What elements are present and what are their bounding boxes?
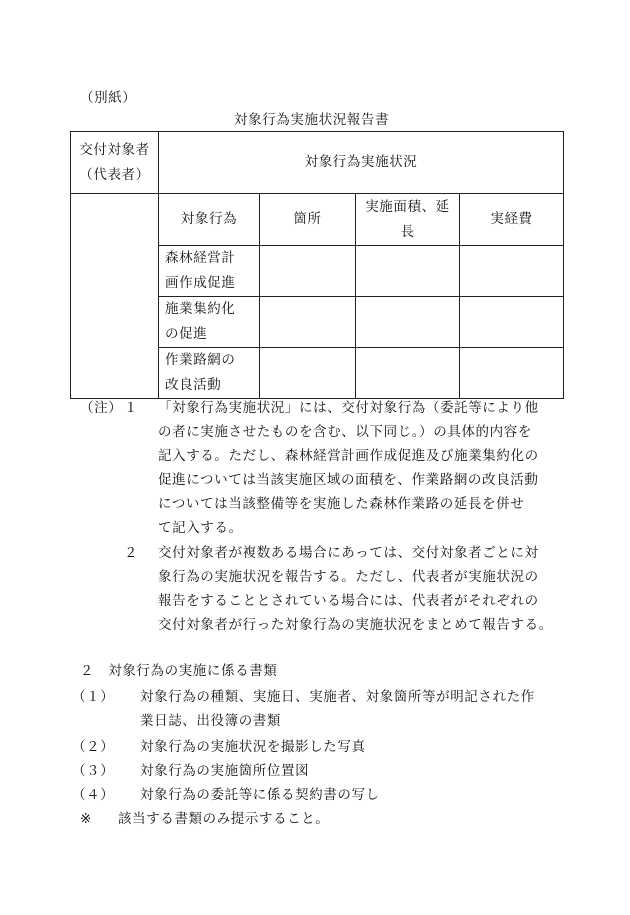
column-header-area-line1: 実施面積、延: [365, 198, 450, 215]
row-act-line2: 画作成促進: [165, 275, 236, 291]
section2-item-line: 対象行為の実施状況を撮影した写真: [140, 739, 366, 755]
section2-item-number: （２）: [72, 739, 115, 755]
row-act-cell: [159, 348, 260, 399]
row-act-line2: 改良活動: [165, 377, 222, 393]
report-table: [70, 131, 564, 399]
row-area-cell: [356, 348, 460, 399]
section2-heading: ２ 対象行為の実施に係る書類: [80, 663, 278, 679]
recipient-value-cell: [71, 194, 159, 399]
note2-line: 報告をすることとされている場合には、代表者がそれぞれの: [158, 593, 539, 609]
note1-line: については当該整備等を実施した森林作業路の延長を併せ: [158, 496, 525, 512]
section2-item-number: （１）: [72, 689, 115, 705]
row-act-line1: 森林経営計: [165, 250, 236, 266]
document-title: 対象行為実施状況報告書: [234, 112, 390, 128]
table-subheader-row: [71, 194, 564, 246]
column-header-place: 箇所: [260, 194, 356, 246]
section2-item-number: （４）: [72, 787, 115, 803]
row-act-line2: の促進: [165, 326, 208, 342]
note1-line: 「対象行為実施状況」には、交付対象行為（委託等により他: [158, 400, 539, 416]
row-area-cell: [356, 246, 460, 297]
note1-line: て記入する。: [158, 520, 243, 536]
column-header-area-line2: 長: [400, 223, 415, 240]
note2-line: 交付対象者が行った対象行為の実施状況をまとめて報告する。: [158, 617, 553, 633]
note1-line: 促進については当該実施区域の面積を、作業路網の改良活動: [158, 472, 539, 488]
row-act-line1: 施業集約化: [165, 301, 236, 317]
row-area-cell: [356, 297, 460, 348]
recipient-header-cell: [71, 132, 159, 194]
row-cost-cell: [460, 246, 564, 297]
column-header-area: [356, 194, 460, 246]
row-place-cell: [260, 246, 356, 297]
row-place-cell: [260, 297, 356, 348]
remark-mark: ※: [80, 811, 92, 827]
column-header-cost: 実経費: [460, 194, 564, 246]
note2-line: 象行為の実施状況を報告する。ただし、代表者が実施状況の: [158, 569, 539, 585]
note1-number: １: [124, 400, 139, 416]
row-place-cell: [260, 348, 356, 399]
row-act-cell: [159, 246, 260, 297]
notes-prefix: （注）: [80, 400, 123, 416]
recipient-header-line2: （代表者）: [79, 166, 150, 183]
section2-item-line: 対象行為の実施箇所位置図: [140, 763, 310, 779]
row-act-line1: 作業路網の: [165, 352, 236, 368]
row-cost-cell: [460, 297, 564, 348]
row-cost-cell: [460, 348, 564, 399]
remark-text: 該当する書類のみ提示すること。: [118, 811, 330, 827]
section2-item-line: 対象行為の委託等に係る契約書の写し: [140, 787, 380, 803]
attachment-label: （別紙）: [80, 90, 137, 106]
recipient-header-line1: 交付対象者: [79, 141, 150, 158]
note1-line: の者に実施させたものを含む、以下同じ。）の具体的内容を: [158, 424, 532, 440]
note2-line: 交付対象者が複数ある場合にあっては、交付対象者ごとに対: [158, 545, 539, 561]
note1-line: 記入する。ただし、森林経営計画作成促進及び施業集約化の: [158, 448, 539, 464]
note2-number: ２: [124, 545, 139, 561]
row-act-cell: [159, 297, 260, 348]
status-header-cell: 対象行為実施状況: [159, 132, 564, 194]
section2-item-line: 対象行為の種類、実施日、実施者、対象箇所等が明記された作: [140, 689, 535, 705]
section2-item-line: 業日誌、出役簿の書類: [140, 713, 281, 729]
column-header-act: 対象行為: [159, 194, 260, 246]
section2-item-number: （３）: [72, 763, 115, 779]
table-header-row: [71, 132, 564, 194]
